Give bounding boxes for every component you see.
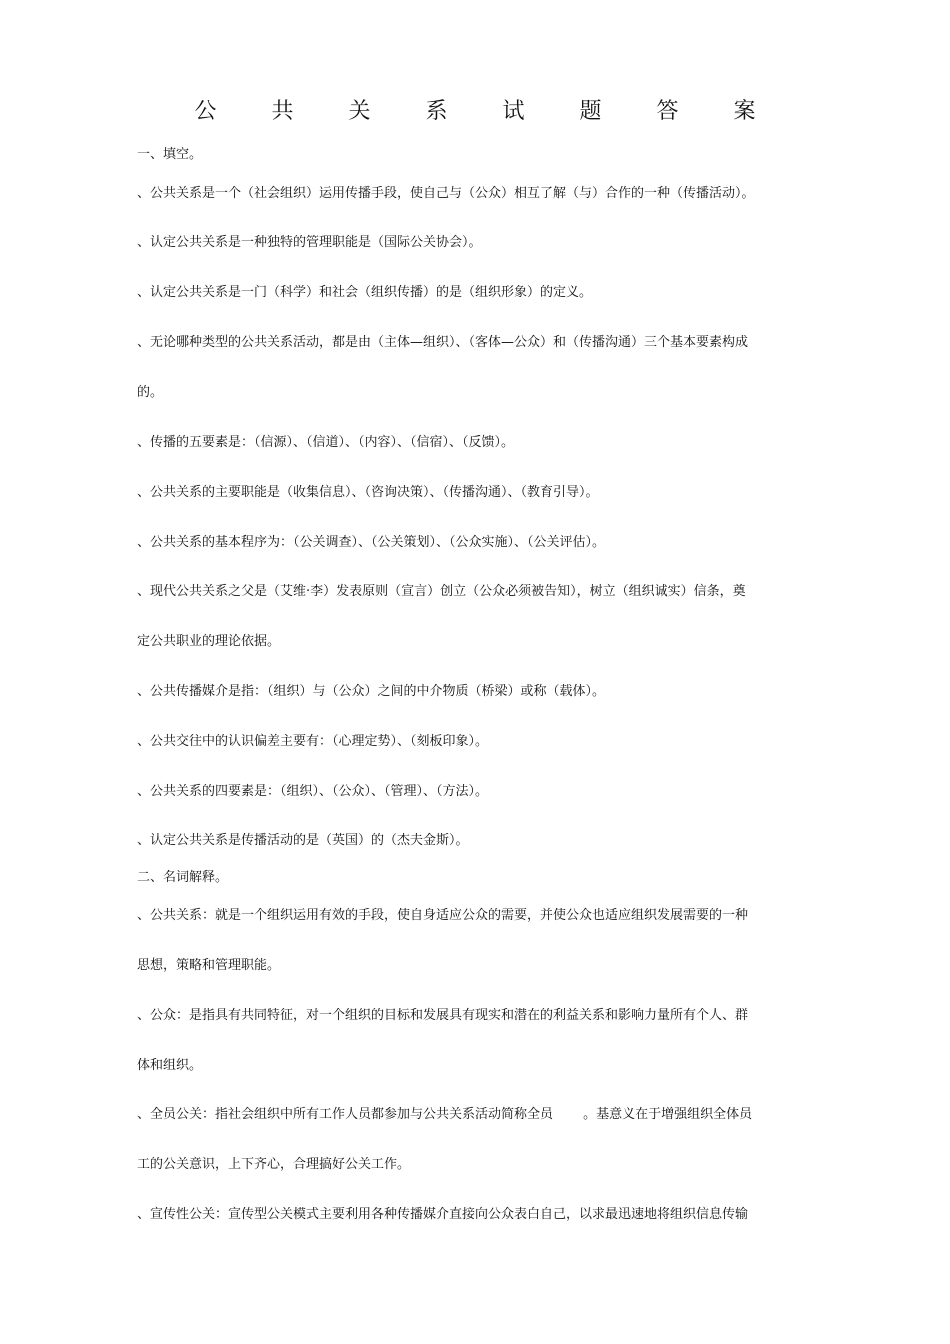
- definition-item-continuation: 思想，策略和管理职能。: [137, 958, 281, 973]
- fill-in-item: 、公共交往中的认识偏差主要有：（心理定势）、（刻板印象）。: [137, 734, 489, 749]
- fill-in-item-continuation: 的。: [137, 385, 164, 400]
- fill-in-item: 、认定公共关系是一种独特的管理职能是（国际公关协会）。: [137, 235, 482, 250]
- fill-in-item: 、公共关系的基本程序为：（公关调查）、（公关策划）、（公众实施）、（公关评估）。: [137, 535, 606, 550]
- fill-in-item: 、公共传播媒介是指：（组织）与（公众）之间的中介物质（桥梁）或称（载体）。: [137, 684, 606, 699]
- fill-in-item: 、认定公共关系是一门（科学）和社会（组织传播）的是（组织形象）的定义。: [137, 285, 593, 300]
- definition-item-continuation: 工的公关意识，上下齐心，合理搞好公关工作。: [137, 1157, 411, 1172]
- fill-in-item-continuation: 定公共职业的理论依据。: [137, 634, 281, 649]
- definition-item: 、公众：是指具有共同特征，对一个组织的目标和发展具有现实和潜在的利益关系和影响力量所有个人、群: [137, 1008, 749, 1023]
- section-heading-fill-in: 一、填空。: [137, 147, 203, 162]
- fill-in-item: 、无论哪种类型的公共关系活动，都是由（主体—组织）、（客体—公众）和（传播沟通）三个基本要素构成: [137, 335, 749, 350]
- fill-in-item: 、公共关系的四要素是：（组织）、（公众）、（管理）、（方法）。: [137, 784, 489, 799]
- definition-item-continuation: 体和组织。: [137, 1058, 203, 1073]
- definition-item: 、宣传性公关：宣传型公关模式主要利用各种传播媒介直接向公众表白自己，以求最迅速地将组织信息传输: [137, 1207, 749, 1222]
- document-title: 公 共 关 系 试 题 答 案: [194, 99, 780, 124]
- definition-item: 、公共关系：就是一个组织运用有效的手段，使自身适应公众的需要，并使公众也适应组织发展需要的一种: [137, 908, 749, 923]
- fill-in-item: 、认定公共关系是传播活动的是（英国）的（杰夫金斯）。: [137, 833, 469, 848]
- fill-in-item: 、现代公共关系之父是（艾维·李）发表原则（宣言）创立（公众必须被告知），树立（组织诚实）信条，奠: [137, 584, 746, 599]
- section-heading-definitions: 二、名词解释。: [137, 870, 229, 885]
- definition-item: 、全员公关：指社会组织中所有工作人员都参加与公共关系活动简称全员 。基意义在于增强组织全体员: [137, 1107, 753, 1122]
- fill-in-item: 、传播的五要素是：（信源）、（信道）、（内容）、（信宿）、（反馈）。: [137, 435, 515, 450]
- fill-in-item: 、公共关系的主要职能是（收集信息）、（咨询决策）、（传播沟通）、（教育引导）。: [137, 485, 599, 500]
- fill-in-item: 、公共关系是一个（社会组织）运用传播手段，使自己与（公众）相互了解（与）合作的一种（传播活动）。: [137, 186, 755, 201]
